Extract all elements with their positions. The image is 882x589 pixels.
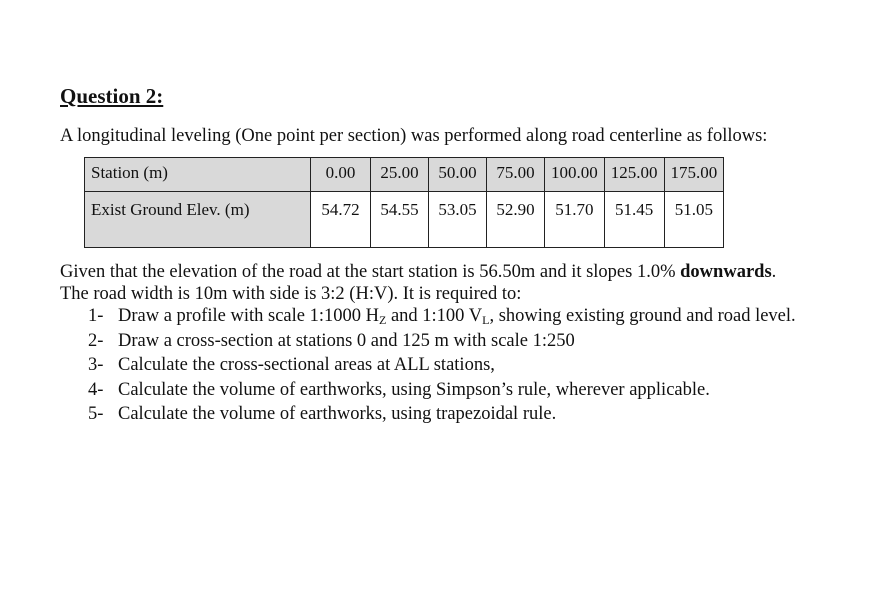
given-period: . xyxy=(771,262,777,282)
elevation-cell: 54.55 xyxy=(371,192,429,248)
task-number: 3- xyxy=(88,355,104,375)
station-cell: 100.00 xyxy=(545,158,605,192)
list-item xyxy=(88,404,796,429)
given-text: Given that the elevation of the road at the start station is 56.50m and it slopes 1.0% xyxy=(60,262,681,282)
station-cell: 175.00 xyxy=(664,158,724,192)
task-number: 5- xyxy=(88,404,104,424)
elevation-cell: 53.05 xyxy=(429,192,487,248)
question-intro: A longitudinal leveling (One point per section) was performed along road centerline as follows: xyxy=(60,126,768,146)
road-width-paragraph: The road width is 10m with side is 3:2 (H:V). It is required to: xyxy=(60,284,522,304)
station-row xyxy=(85,158,724,192)
task-text: and 1:100 V xyxy=(386,306,483,326)
elevation-row xyxy=(85,192,724,248)
task-number: 4- xyxy=(88,379,104,400)
given-paragraph xyxy=(60,262,776,283)
task-text: Calculate the volume of earthworks, using trapezoidal rule. xyxy=(118,404,557,424)
task-text: Calculate the cross-sectional areas at ALL stations, xyxy=(118,355,495,375)
question-heading: Question 2: xyxy=(60,84,164,108)
list-item xyxy=(88,380,796,405)
task-text: Draw a cross-section at stations 0 and 125 m with scale 1:250 xyxy=(118,330,575,351)
task-number: 2- xyxy=(88,330,104,351)
leveling-table xyxy=(84,157,724,248)
list-item xyxy=(88,331,796,356)
task-text: Calculate the volume of earthworks, using Simpson’s rule, wherever applicable. xyxy=(118,379,710,400)
subscript: Z xyxy=(378,313,387,327)
list-item xyxy=(88,306,796,331)
elevation-cell: 51.70 xyxy=(545,192,605,248)
subscript: L xyxy=(482,313,490,327)
station-cell: 125.00 xyxy=(604,158,664,192)
task-number: 1- xyxy=(88,306,104,326)
elevation-cell: 52.90 xyxy=(487,192,545,248)
task-text: Draw a profile with scale 1:1000 H xyxy=(118,306,379,326)
elevation-cell: 51.45 xyxy=(604,192,664,248)
elevation-cell: 51.05 xyxy=(664,192,724,248)
elevation-cell: 54.72 xyxy=(311,192,371,248)
station-cell: 50.00 xyxy=(429,158,487,192)
station-cell: 25.00 xyxy=(371,158,429,192)
task-text: , showing existing ground and road level. xyxy=(489,306,796,326)
elevation-label: Exist Ground Elev. (m) xyxy=(85,192,311,248)
station-label: Station (m) xyxy=(85,158,311,192)
station-cell: 0.00 xyxy=(311,158,371,192)
task-list xyxy=(88,306,796,429)
list-item xyxy=(88,355,796,380)
station-cell: 75.00 xyxy=(487,158,545,192)
given-emphasis: downwards xyxy=(680,262,772,282)
